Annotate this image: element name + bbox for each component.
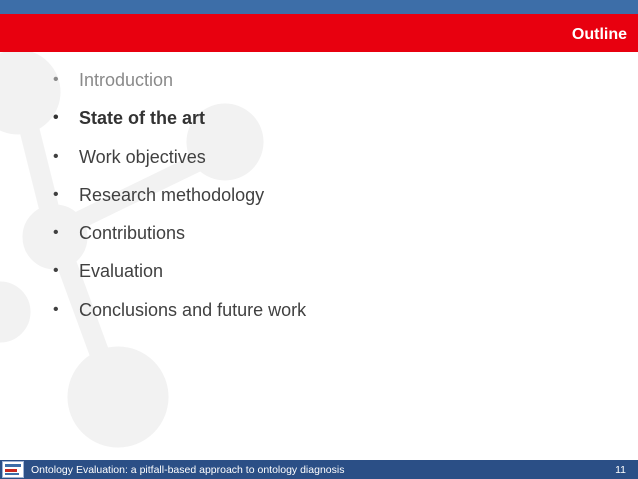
outline-item-work-objectives bbox=[53, 143, 306, 181]
header-top-stripe bbox=[0, 0, 638, 14]
header-bar bbox=[0, 14, 638, 52]
outline-item-conclusions bbox=[53, 296, 306, 334]
outline-item-evaluation bbox=[53, 257, 306, 295]
outline-item-introduction bbox=[53, 66, 306, 104]
outline-item-contributions bbox=[53, 219, 306, 257]
outline-item-label: Evaluation bbox=[79, 261, 164, 282]
outline-item-label: Introduction bbox=[79, 70, 174, 90]
footer-title: Ontology Evaluation: a pitfall-based approach to ontology diagnosis bbox=[31, 464, 345, 476]
bullet: • bbox=[53, 300, 59, 318]
outline-item-research-methodology bbox=[53, 181, 306, 219]
outline-item-state-of-the-art bbox=[53, 104, 306, 142]
outline-item-label: State of the art bbox=[79, 108, 206, 129]
footer-bar bbox=[0, 460, 638, 479]
slide-title: Outline bbox=[571, 26, 627, 43]
outline-item-label: Contributions bbox=[79, 223, 186, 244]
outline-item-label: Work objectives bbox=[79, 146, 206, 167]
bullet: • bbox=[53, 224, 59, 242]
outline-item-label: Research methodology bbox=[79, 184, 265, 205]
bullet: • bbox=[53, 262, 59, 280]
bullet: • bbox=[53, 147, 59, 165]
outline-list bbox=[53, 66, 306, 334]
logo-icon bbox=[2, 461, 24, 478]
bullet: • bbox=[53, 185, 59, 203]
outline-item-label: Conclusions and future work bbox=[79, 299, 307, 320]
bullet: • bbox=[53, 109, 59, 127]
page-number: 11 bbox=[615, 464, 626, 476]
bullet: • bbox=[53, 71, 59, 88]
